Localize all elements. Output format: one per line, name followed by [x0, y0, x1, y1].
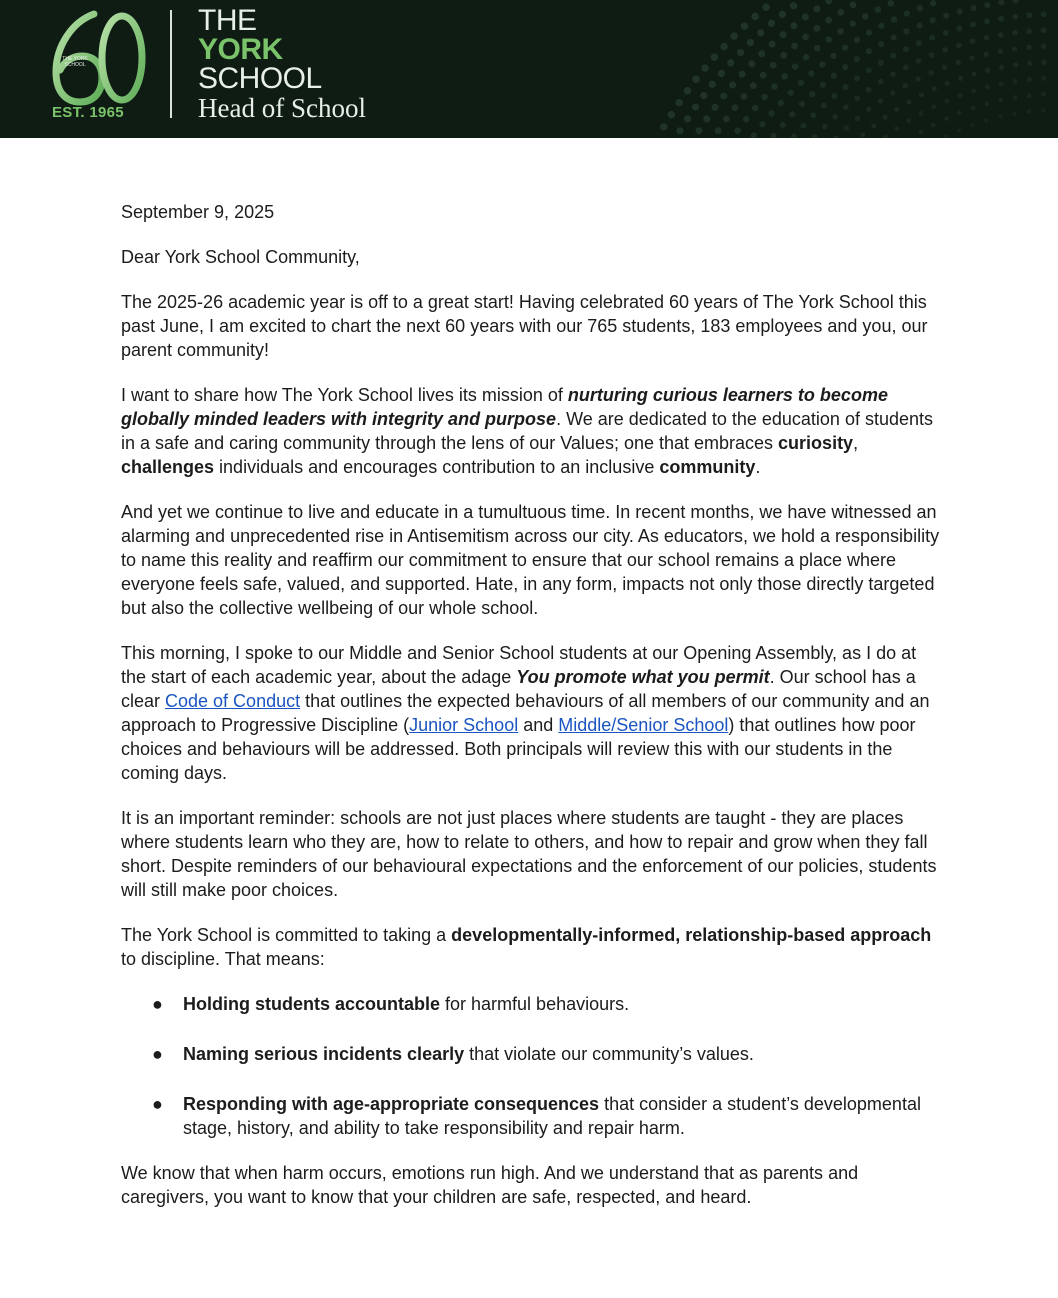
decorative-dot — [778, 100, 784, 106]
decorative-dot — [779, 11, 786, 18]
decorative-dot — [1026, 45, 1031, 50]
decorative-dot — [1041, 76, 1046, 81]
decorative-dot — [919, 130, 924, 135]
decorative-dot — [700, 92, 707, 99]
decorative-dot — [808, 70, 814, 76]
decorative-dot — [890, 90, 895, 95]
decorative-dot — [727, 59, 734, 66]
decorative-dot — [692, 103, 699, 110]
decorative-dot — [998, 0, 1004, 6]
decorative-dot — [830, 53, 836, 59]
decorative-dot — [747, 39, 754, 46]
decorative-dot — [668, 111, 676, 119]
decorative-dot — [1013, 79, 1018, 84]
decorative-dot — [984, 35, 990, 41]
decorative-dot — [862, 13, 869, 20]
decorative-dot — [998, 49, 1003, 54]
middle-senior-school-link[interactable]: Middle/Senior School — [558, 715, 729, 735]
decorative-dot — [944, 134, 948, 138]
decorative-dot — [916, 58, 922, 64]
decorative-dot — [837, 9, 844, 16]
decorative-dot — [878, 23, 884, 29]
decorative-dot — [788, 90, 794, 96]
decorative-dot — [903, 46, 909, 52]
decorative-dot — [883, 115, 888, 120]
decorative-dot — [969, 55, 974, 60]
decorative-dot — [866, 87, 872, 93]
decorative-dot — [998, 16, 1004, 22]
decorative-dot — [703, 115, 710, 122]
decorative-dot — [831, 93, 837, 99]
decorative-dot — [956, 43, 962, 49]
discipline-list — [121, 992, 941, 1140]
text-run: that outlines the expected behaviours of all members of our community and an approach to Progressive Discipline ( — [121, 691, 930, 735]
list-item — [121, 1042, 941, 1066]
header-subtitle: Head of School — [198, 93, 366, 123]
adage: You promote what you permit — [516, 667, 770, 687]
value-challenges: challenges — [121, 457, 215, 477]
decorative-dot — [790, 2, 797, 9]
decorative-dot — [810, 112, 816, 118]
list-item-text: for harmful behaviours. — [440, 994, 630, 1014]
decorative-dot — [791, 133, 797, 138]
decorative-dot — [903, 28, 909, 34]
decorative-dot — [943, 13, 949, 19]
decorative-dot — [709, 81, 716, 88]
text-run: and — [518, 715, 559, 735]
decorative-dot — [758, 50, 765, 57]
decorative-dot — [798, 80, 804, 86]
mission-statement: nurturing curious learners to become globally minded leaders with integrity and purpose — [121, 385, 888, 429]
decorative-dot — [1026, 12, 1032, 18]
decorative-dot — [890, 71, 896, 77]
text-run: to discipline. That means: — [121, 949, 325, 969]
decorative-dot — [916, 40, 922, 46]
decorative-dot — [802, 34, 809, 41]
paragraph-reminder: It is an important reminder: schools are not just places where students are taught - they are places where students learn who they are, how to relate to others, and how to repair and grow when they fall short. Despite reminders of our behavioural expectations and the enforcement of our policies, students will still make poor choices. — [121, 808, 937, 900]
decorative-dot — [999, 65, 1004, 70]
wordmark-the: THE — [198, 4, 257, 37]
decorative-dot — [809, 91, 815, 97]
decorative-dot — [956, 60, 961, 65]
text-run: ) that outlines how poor choices and behaviours will be addressed. Both principals will review this with our students in the coming days. — [121, 715, 916, 783]
decorative-dot — [860, 132, 865, 137]
paragraph-antisemitism: And yet we continue to live and educate in a tumultuous time. In recent months, we have witnessed an alarming and unprecedented rise in Antisemitism across our city. As educators, we hold a responsibility to name this reality and reaffirm our commitment to ensure that our school remains a place where everyone feels safe, valued, and supported. Hate, in any form, impacts not only those directly targeted but also the collective wellbeing of our whole school. — [121, 502, 940, 618]
letter-date: September 9, 2025 — [121, 202, 275, 222]
decorative-dot — [904, 10, 910, 16]
salutation: Dear York School Community, — [121, 247, 360, 267]
decorative-dot — [759, 121, 765, 127]
decorative-dot — [1041, 60, 1046, 65]
decorative-dot — [1041, 44, 1046, 49]
decorative-dot — [831, 73, 837, 79]
decorative-dot — [743, 116, 750, 123]
decorative-dot — [1041, 108, 1045, 112]
decorative-dot — [878, 98, 883, 103]
decorative-dot — [958, 76, 963, 81]
decorative-dot — [730, 32, 738, 40]
decorative-dot — [741, 22, 749, 30]
decorative-dot — [931, 104, 936, 109]
decorative-dot — [660, 123, 668, 131]
decorative-dot — [875, 6, 882, 13]
decorative-dot — [771, 83, 778, 90]
decorative-dot — [942, 47, 948, 53]
decorative-dot — [1041, 92, 1046, 97]
list-item-text: that violate our community’s values. — [464, 1044, 754, 1064]
decorative-dot — [931, 123, 936, 128]
decorative-dot — [944, 116, 949, 121]
decorative-dot — [998, 115, 1002, 119]
decorative-dot — [737, 49, 744, 56]
decorative-dot — [970, 123, 974, 127]
decorative-dot — [803, 54, 810, 61]
decorative-dot — [854, 95, 860, 101]
decorative-dot — [781, 73, 788, 80]
decorative-dot — [1012, 0, 1018, 4]
decorative-dot — [701, 64, 709, 72]
decorative-dot — [888, 0, 895, 7]
decorative-dot — [850, 2, 857, 9]
decorative-dot — [878, 41, 884, 47]
decorative-dot — [998, 98, 1003, 103]
decorative-dot — [750, 82, 757, 89]
decorative-dot — [999, 81, 1004, 86]
decorative-dot — [770, 62, 777, 69]
text-run: individuals and encourages contribution to an inclusive — [214, 457, 660, 477]
decorative-dot — [676, 127, 683, 134]
decorative-dot — [751, 132, 757, 138]
bullet-icon: ● — [152, 1044, 163, 1064]
decorative-dot — [692, 76, 700, 84]
decorative-dot — [1041, 28, 1047, 34]
bullet-icon: ● — [152, 994, 163, 1014]
decorative-dot — [930, 17, 936, 23]
decorative-dot — [825, 36, 832, 43]
decorative-dot — [945, 81, 950, 86]
decorative-dot — [842, 64, 848, 70]
decorative-dot — [741, 93, 748, 100]
decorative-dot — [842, 45, 848, 51]
decorative-dot — [871, 123, 876, 128]
decorative-dot — [757, 29, 764, 36]
wordmark-school: SCHOOL — [198, 62, 322, 95]
decorative-dot — [1027, 77, 1032, 82]
junior-school-link[interactable]: Junior School — [409, 715, 519, 735]
decorative-dot — [684, 115, 691, 122]
decorative-dot — [866, 29, 872, 35]
decorative-dot — [883, 135, 888, 138]
list-item — [121, 992, 941, 1016]
decorative-dot — [854, 37, 860, 43]
decorative-dot — [789, 111, 795, 117]
decorative-dot — [732, 104, 739, 111]
logo-mini-name: THE YORK SCHOOL — [62, 56, 88, 68]
decorative-dot — [800, 123, 806, 129]
text-run: This morning, I spoke to our Middle and Senior School students at our Opening Assembly, as I do at the start of each academic year, about the adage — [121, 643, 917, 687]
decorative-dot — [957, 111, 962, 116]
decorative-dot — [819, 61, 825, 67]
decorative-dot — [695, 127, 702, 134]
decorative-dot — [944, 98, 949, 103]
decorative-dot — [843, 84, 849, 90]
decorative-dot — [832, 114, 838, 120]
decorative-dot — [1012, 14, 1018, 20]
approach-bold: developmentally-informed, relationship-based approach — [451, 925, 932, 945]
value-community: community — [659, 457, 756, 477]
decorative-dot — [943, 30, 949, 36]
header-divider — [170, 10, 172, 118]
decorative-dot — [739, 71, 746, 78]
decorative-dot — [1041, 11, 1047, 17]
decorative-dot — [915, 76, 920, 81]
established-year: EST. 1965 — [52, 104, 124, 121]
decorative-dot — [813, 5, 820, 12]
decorative-dot — [718, 70, 725, 77]
decorative-dot — [825, 17, 832, 24]
decorative-dot — [854, 56, 860, 62]
decorative-dot — [985, 68, 990, 73]
decorative-dot — [1026, 29, 1032, 35]
decorative-dot — [854, 75, 860, 81]
decorative-dot — [1027, 110, 1031, 114]
decorative-dot — [942, 65, 947, 70]
decorative-dot — [906, 99, 911, 104]
decorative-dot — [720, 43, 728, 51]
text-run: . — [755, 457, 761, 477]
decorative-dot — [983, 52, 988, 57]
decorative-dot — [866, 107, 871, 112]
decorative-dot — [729, 81, 736, 88]
decorative-dot — [684, 87, 692, 95]
code-of-conduct-link[interactable]: Code of Conduct — [165, 691, 301, 711]
decorative-dot — [971, 88, 976, 93]
paragraph-mission — [121, 383, 941, 479]
decorative-dot — [768, 20, 775, 27]
decorative-dot — [930, 0, 936, 6]
decorative-dot — [958, 93, 963, 98]
decorative-dot — [1012, 46, 1017, 51]
decorative-dot — [903, 83, 908, 88]
text-run: I want to share how The York School lives its mission of — [121, 385, 568, 405]
decorative-dot — [984, 118, 988, 122]
decorative-dot — [919, 93, 924, 98]
decorative-dot — [820, 82, 826, 88]
decorative-dot — [1027, 93, 1032, 98]
decorative-dot — [790, 22, 797, 29]
decorative-dot — [878, 79, 884, 85]
text-run: . We are dedicated to the education of students in a safe and caring community through the lens of our Values; one that embraces — [121, 409, 933, 453]
decorative-dot — [970, 22, 976, 28]
decorative-dot — [711, 104, 718, 111]
decorative-dot — [957, 128, 961, 132]
letter-body — [121, 200, 941, 1230]
decorative-dot — [791, 43, 798, 50]
wordmark-york: YORK — [198, 33, 283, 66]
decorative-dot — [843, 104, 849, 110]
decorative-dot — [825, 0, 832, 4]
decorative-dot — [917, 5, 923, 11]
decorative-dot — [984, 101, 989, 106]
decorative-dot — [957, 9, 963, 15]
decorative-dot — [929, 70, 934, 75]
letterhead-banner — [0, 0, 1058, 138]
decorative-dot — [903, 65, 909, 71]
decorative-dot — [748, 60, 755, 67]
paragraph-closing: We know that when harm occurs, emotions run high. And we understand that as parents and caregivers, you want to know that your children are safe, respected, and heard. — [121, 1163, 859, 1207]
decorative-dot — [799, 101, 805, 107]
decorative-dot — [844, 125, 849, 130]
decorative-dot — [1027, 61, 1032, 66]
decorative-dot — [849, 20, 856, 27]
list-item — [121, 1092, 941, 1140]
decorative-dot — [715, 127, 722, 134]
decorative-dot — [837, 28, 844, 35]
decorative-dot — [919, 111, 924, 116]
decorative-dot — [932, 86, 937, 91]
decorative-dot — [971, 72, 976, 77]
dot-pattern-decoration — [498, 0, 1058, 138]
decorative-dot — [779, 31, 786, 38]
decorative-dot — [1013, 95, 1018, 100]
decorative-dot — [720, 92, 727, 99]
decorative-dot — [762, 3, 770, 11]
decorative-dot — [760, 72, 767, 79]
decorative-dot — [734, 127, 741, 134]
decorative-dot — [822, 124, 828, 130]
decorative-dot — [752, 105, 759, 112]
decorative-dot — [890, 53, 896, 59]
value-curiosity: curiosity — [778, 433, 854, 453]
decorative-dot — [929, 35, 935, 41]
decorative-dot — [833, 135, 838, 138]
decorative-dot — [1012, 112, 1016, 116]
decorative-dot — [878, 60, 884, 66]
decorative-dot — [866, 67, 872, 73]
decorative-dot — [812, 134, 818, 138]
text-run: The York School is committed to taking a — [121, 925, 452, 945]
decorative-dot — [984, 18, 990, 24]
decorative-dot — [929, 52, 935, 58]
decorative-dot — [771, 133, 777, 138]
decorative-dot — [802, 13, 809, 20]
decorative-dot — [891, 34, 897, 40]
decorative-dot — [998, 32, 1004, 38]
decorative-dot — [723, 116, 730, 123]
decorative-dot — [970, 38, 976, 44]
paragraph-approach — [121, 923, 941, 971]
decorative-dot — [970, 5, 976, 11]
decorative-dot — [855, 116, 860, 121]
decorative-dot — [906, 118, 911, 123]
list-item-bold: Holding students accountable — [183, 994, 441, 1014]
decorative-dot — [792, 63, 799, 70]
paragraph-assembly — [121, 641, 941, 785]
school-wordmark — [198, 6, 366, 122]
decorative-dot — [891, 16, 897, 22]
decorative-dot — [711, 53, 719, 61]
decorative-dot — [675, 99, 683, 107]
decorative-dot — [916, 23, 922, 29]
decorative-dot — [894, 126, 899, 131]
decorative-dot — [780, 122, 786, 128]
decorative-dot — [1013, 62, 1018, 67]
decorative-dot — [956, 25, 962, 31]
decorative-dot — [866, 48, 872, 54]
decorative-dot — [821, 102, 827, 108]
decorative-dot — [971, 106, 976, 111]
decorative-dot — [1012, 30, 1018, 36]
paragraph-intro: The 2025-26 academic year is off to a great start! Having celebrated 60 years of The York School this past June, I am excited to chart the next 60 years with our 765 students, 183 employees and you, our parent community! — [121, 292, 928, 360]
list-item-text: that consider a student’s developmental stage, history, and ability to take responsibility and repair harm. — [183, 1094, 921, 1138]
text-run: , — [853, 433, 859, 453]
text-run: . Our school has a clear — [121, 667, 916, 711]
decorative-dot — [985, 85, 990, 90]
bullet-icon: ● — [152, 1094, 163, 1114]
list-item-bold: Naming serious incidents clearly — [183, 1044, 465, 1064]
decorative-dot — [814, 45, 821, 52]
decorative-dot — [768, 110, 774, 116]
decorative-dot — [894, 107, 899, 112]
decorative-dot — [780, 52, 787, 59]
decorative-dot — [751, 13, 759, 21]
decorative-dot — [769, 41, 776, 48]
decorative-dot — [761, 94, 768, 101]
list-item-bold: Responding with age-appropriate consequences — [183, 1094, 600, 1114]
decorative-dot — [984, 2, 990, 8]
decorative-dot — [814, 25, 821, 32]
